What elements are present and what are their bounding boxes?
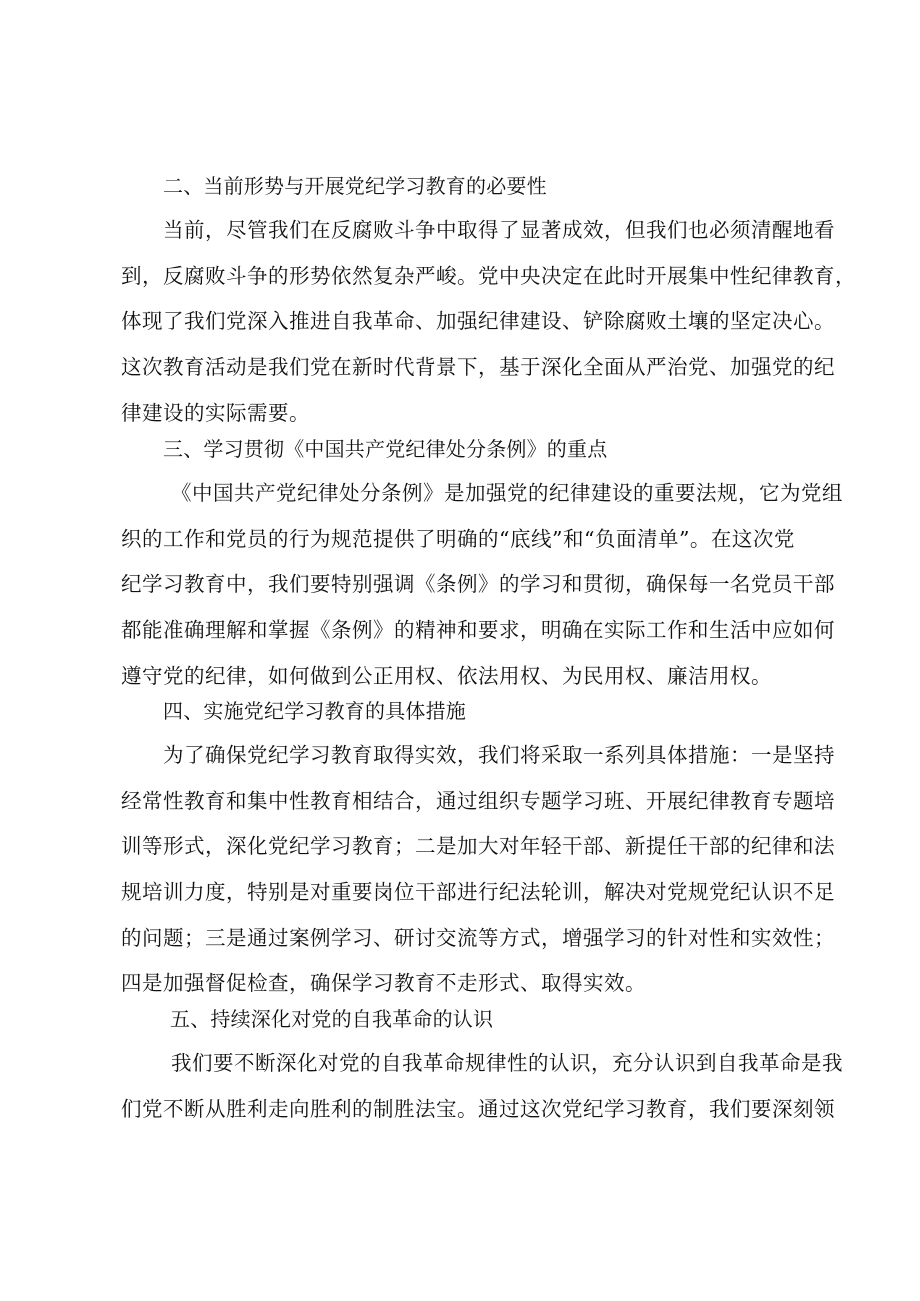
paragraph-line: 我们要不断深化对党的自我革命规律性的认识，充分认识到自我革命是我 bbox=[171, 1051, 843, 1075]
section-heading-2: 二、当前形势与开展党纪学习教育的必要性 bbox=[163, 174, 547, 198]
paragraph-line: 《中国共产党纪律处分条例》是加强党的纪律建设的重要法规，它为党组 bbox=[171, 481, 843, 505]
section-heading-3: 三、学习贯彻《中国共产党纪律处分条例》的重点 bbox=[163, 437, 608, 461]
paragraph-line: 为了确保党纪学习教育取得实效，我们将采取一系列具体措施：一是坚持 bbox=[163, 743, 835, 767]
paragraph-line: 纪学习教育中，我们要特别强调《条例》的学习和贯彻，确保每一名党员干部 bbox=[121, 572, 835, 597]
paragraph-line: 们党不断从胜利走向胜利的制胜法宝。通过这次党纪学习教育，我们要深刻领 bbox=[121, 1096, 835, 1121]
paragraph-line: 体现了我们党深入推进自我革命、加强纪律建设、铲除腐败土壤的坚定决心。 bbox=[121, 309, 835, 334]
paragraph-line: 都能准确理解和掌握《条例》的精神和要求，明确在实际工作和生活中应如何 bbox=[121, 618, 835, 643]
paragraph-line: 规培训力度，特别是对重要岗位干部进行纪法轮训，解决对党规党纪认识不足 bbox=[121, 880, 835, 905]
paragraph-line: 经常性教育和集中性教育相结合，通过组织专题学习班、开展纪律教育专题培 bbox=[121, 788, 835, 813]
paragraph-line: 训等形式，深化党纪学习教育；二是加大对年轻干部、新提任干部的纪律和法 bbox=[121, 834, 835, 859]
section-heading-4: 四、实施党纪学习教育的具体措施 bbox=[163, 699, 466, 723]
paragraph-line: 四是加强督促检查，确保学习教育不走形式、取得实效。 bbox=[121, 971, 646, 996]
paragraph-line: 这次教育活动是我们党在新时代背景下，基于深化全面从严治党、加强党的纪 bbox=[121, 355, 835, 380]
section-paragraph-4 bbox=[121, 741, 835, 1015]
paragraph-line: 律建设的实际需要。 bbox=[121, 400, 310, 425]
paragraph-line: 遵守党的纪律，如何做到公正用权、依法用权、为民用权、廉洁用权。 bbox=[121, 663, 772, 688]
paragraph-line: 的问题；三是通过案例学习、研讨交流等方式，增强学习的针对性和实效性； bbox=[121, 925, 835, 950]
section-paragraph-3 bbox=[121, 479, 843, 707]
paragraph-line: 织的工作和党员的行为规范提供了明确的“底线”和“负面清单”。在这次党 bbox=[121, 526, 795, 551]
section-paragraph-2 bbox=[121, 216, 856, 444]
paragraph-line: 当前，尽管我们在反腐败斗争中取得了显著成效，但我们也必须清醒地看 bbox=[163, 218, 835, 242]
paragraph-line: 到，反腐败斗争的形势依然复杂严峻。党中央决定在此时开展集中性纪律教育， bbox=[121, 263, 856, 288]
section-heading-5: 五、持续深化对党的自我革命的认识 bbox=[170, 1007, 494, 1031]
section-paragraph-5 bbox=[121, 1049, 843, 1140]
